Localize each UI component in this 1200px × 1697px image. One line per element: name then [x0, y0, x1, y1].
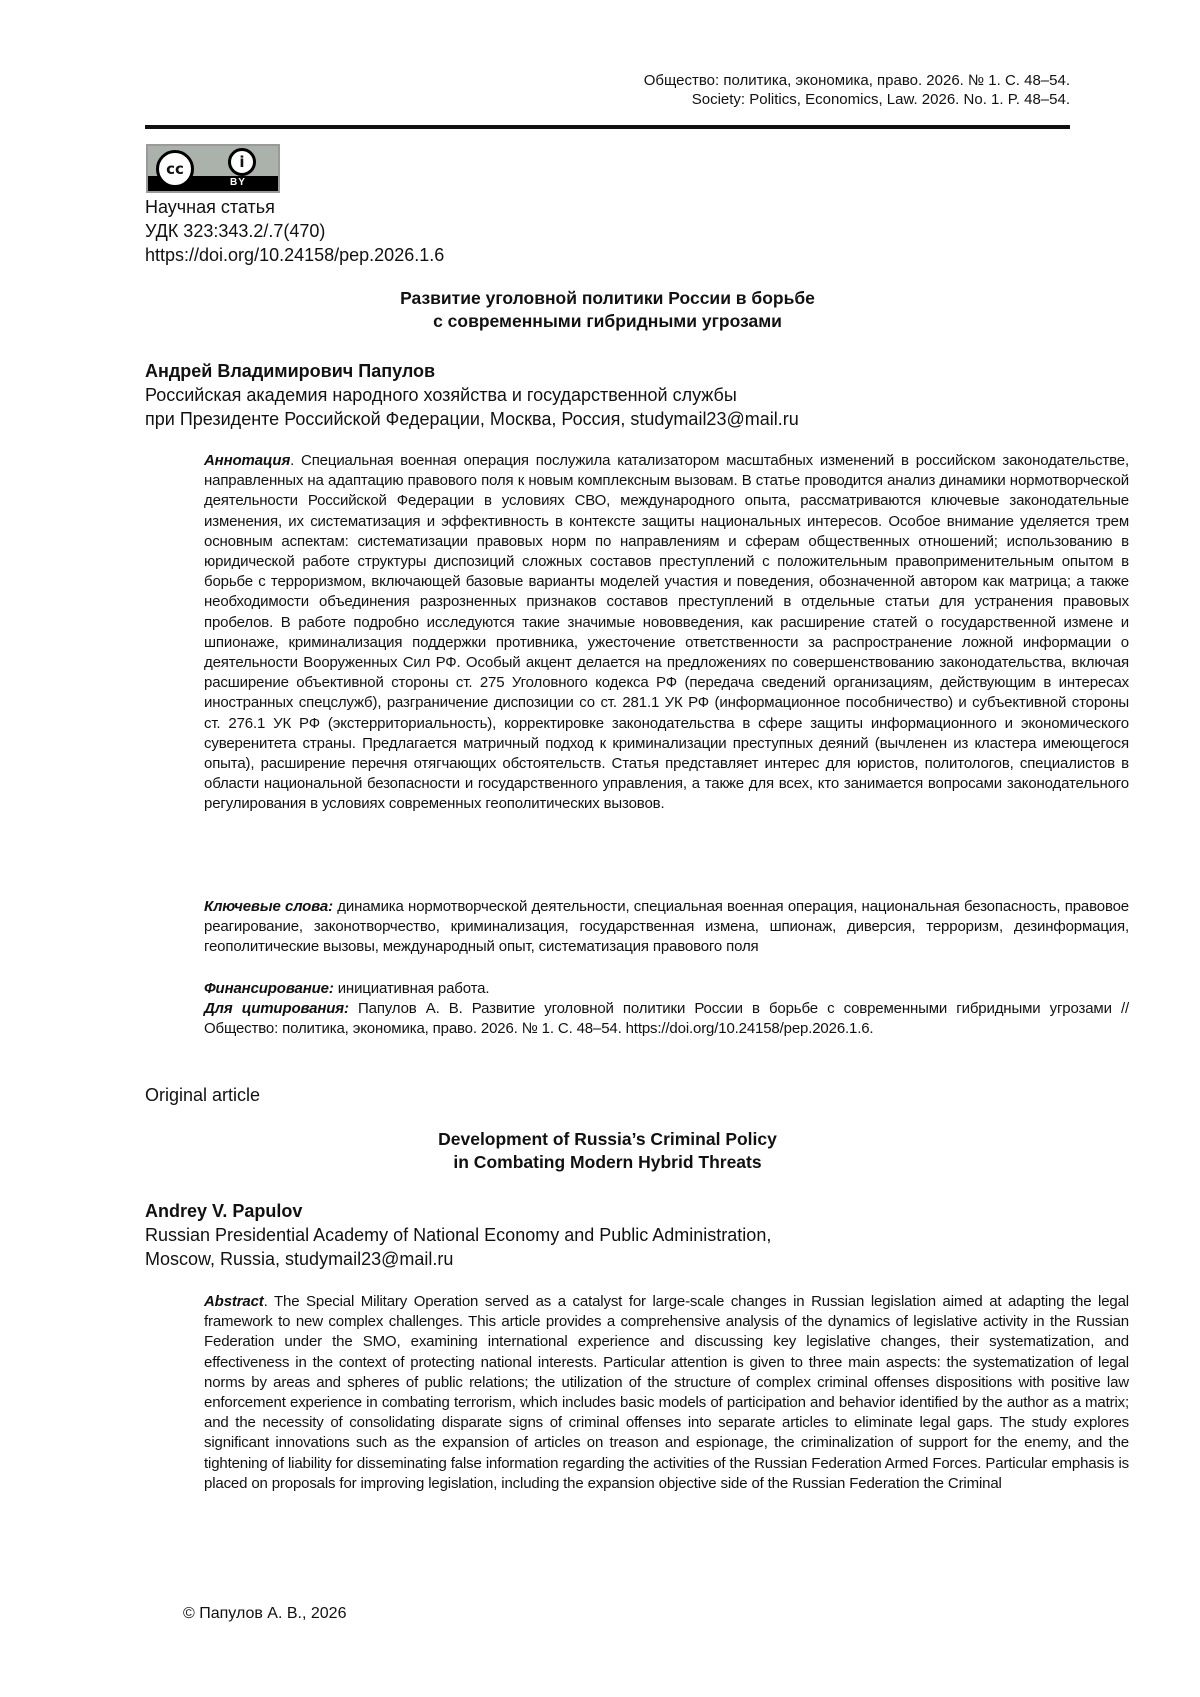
- udc-code: УДК 323:343.2/.7(470): [145, 221, 326, 241]
- author-block-en: [145, 1199, 1070, 1271]
- article-type-ru: Научная статья: [145, 197, 275, 217]
- title-en-line2: in Combating Modern Hybrid Threats: [453, 1152, 762, 1172]
- journal-citation-ru: Общество: политика, экономика, право. 2026. № 1. С. 48–54.: [643, 72, 1070, 89]
- abstract-en-text: . The Special Military Operation served as a catalyst for large-scale changes in Russian legislation aimed at adapting the legal framework to new complex challenges. This article provides a comprehensive analysis of the dynamics of legislative activity in the Russian Federation under the SMO, examining international experience and discussing key legislative changes, their systematization, and effectiveness in the context of protecting national interests. Particular attention is given to three main aspects: the systematization of legal norms by areas and spheres of public relations; the utilization of the structure of complex criminal offenses dispositions with positive law enforcement experience in combating terrorism, which includes basic models of participation and behavior identified by the author as a matrix; and the necessity of consolidating disparate signs of criminal offenses into separate articles to eliminate legal gaps. The study explores significant innovations such as the expansion of articles on treason and espionage, the criminalization of support for the enemy, and the tightening of liability for disseminating false information regarding the activities of the Russian Federation Armed Forces. Particular emphasis is placed on proposals for improving legislation, including the expansion objective side of the Russian Federation the Criminal: [204, 1293, 1129, 1492]
- creative-commons-icon: cc: [156, 150, 194, 188]
- abstract-en-label: Abstract: [204, 1293, 264, 1310]
- article-type-en: Original article: [145, 1085, 261, 1105]
- author-block-ru: [145, 359, 1070, 431]
- attribution-person-icon: i: [228, 148, 256, 176]
- affiliation-ru-line2: при Президенте Российской Федерации, Москва, Россия, studymail23@mail.ru: [145, 409, 799, 429]
- title-en-line1: Development of Russia’s Criminal Policy: [438, 1129, 777, 1149]
- title-ru: [145, 287, 1070, 333]
- abstract-en: [145, 1292, 1129, 1494]
- citation-ru: [145, 999, 1129, 1039]
- citation-ru-label: Для цитирования:: [204, 1000, 349, 1017]
- doi-link[interactable]: https://doi.org/10.24158/pep.2026.1.6: [145, 245, 445, 265]
- funding-ru-text: инициативная работа.: [333, 980, 490, 997]
- abstract-ru-text: . Специальная военная операция послужила катализатором масштабных изменений в российском законодательстве, направленных на адаптацию правового поля к новым комплексным вызовам. В статье проводится анализ динамики нормотворческой деятельности Российской Федерации в условиях СВО, международного опыта, рассматриваются ключевые законодательные изменения, их систематизация и эффективность в контексте защиты национальных интересов. Особое внимание уделяется трем основным аспектам: систематизации правовых норм по направлениям и сферам общественных отношений; использованию в юридической работе структуры диспозиций сложных составов преступлений с положительным правоприменительным опытом в борьбе с терроризмом, включающей базовые варианты моделей участия и поведения, обозначенной автором как матрица; а также необходимости объединения разрозненных признаков составов преступлений в отдельные статьи для устранения правовых пробелов. В работе подробно исследуются такие значимые нововведения, как расширение статей о государственной измене и шпионаже, криминализация поддержки противника, ужесточение ответственности за распространение ложной информации о деятельности Вооруженных Сил РФ. Особый акцент делается на предложениях по совершенствованию законодательства, включая расширение объективной стороны ст. 275 Уголовного кодекса РФ (передача сведений организациям, действующим в интересах иностранных спецслужб), разграничение диспозиции со ст. 281.1 УК РФ (информационное пособничество) и субъективной стороны ст. 276.1 УК РФ (экстерриториальность), корректировке законодательства в сфере защиты информационного и экономического суверенитета страны. Предлагается матричный подход к криминализации преступных деяний (вычленен из кластера имеющегося опыта), расширение перечня отягчающих обстоятельств. Статья представляет интерес для юристов, политологов, специалистов в области национальной безопасности и государственного управления, а также для всех, кто занимается вопросами законодательного регулирования в условиях современных геополитических вызовов.: [204, 452, 1129, 813]
- author-name-en: Andrey V. Papulov: [145, 1201, 303, 1221]
- journal-running-head: [145, 71, 1070, 109]
- header-rule: [145, 125, 1070, 129]
- author-name-ru: Андрей Владимирович Папулов: [145, 361, 436, 381]
- title-en: [145, 1128, 1070, 1174]
- article-meta: [145, 195, 444, 267]
- journal-citation-en: Society: Politics, Economics, Law. 2026. No. 1. P. 48–54.: [691, 91, 1070, 108]
- title-ru-line2: с современными гибридными угрозами: [433, 311, 782, 331]
- title-ru-line1: Развитие уголовной политики России в борьбе: [400, 288, 815, 308]
- affiliation-en-line2: Moscow, Russia, studymail23@mail.ru: [145, 1249, 454, 1269]
- abstract-ru: [145, 451, 1129, 815]
- keywords-ru-label: Ключевые слова:: [204, 898, 333, 915]
- keywords-ru: [145, 897, 1129, 958]
- copyright-notice: © Папулов А. В., 2026: [183, 1605, 347, 1622]
- keywords-ru-text: динамика нормотворческой деятельности, специальная военная операция, национальная безопасность, правовое реагирование, законотворчество, криминализация, государственная измена, шпионаж, диверсия, терроризм, дезинформация, геополитические вызовы, международный опыт, систематизация правового поля: [204, 898, 1129, 956]
- cc-by-license-icon[interactable]: [146, 144, 280, 193]
- funding-ru-label: Финансирование:: [204, 980, 334, 997]
- citation-ru-text: Папулов А. В. Развитие уголовной политики России в борьбе с современными гибридными угрозами // Общество: политика, экономика, право. 2026. № 1. С. 48–54. https://doi.org/10.24158/pep.2026.1.6.: [204, 1000, 1129, 1038]
- abstract-ru-label: Аннотация: [204, 452, 291, 469]
- funding-ru: [145, 979, 1129, 999]
- affiliation-ru-line1: Российская академия народного хозяйства и государственной службы: [145, 385, 737, 405]
- affiliation-en-line1: Russian Presidential Academy of National Economy and Public Administration,: [145, 1225, 772, 1245]
- license-by-label: BY: [230, 177, 246, 188]
